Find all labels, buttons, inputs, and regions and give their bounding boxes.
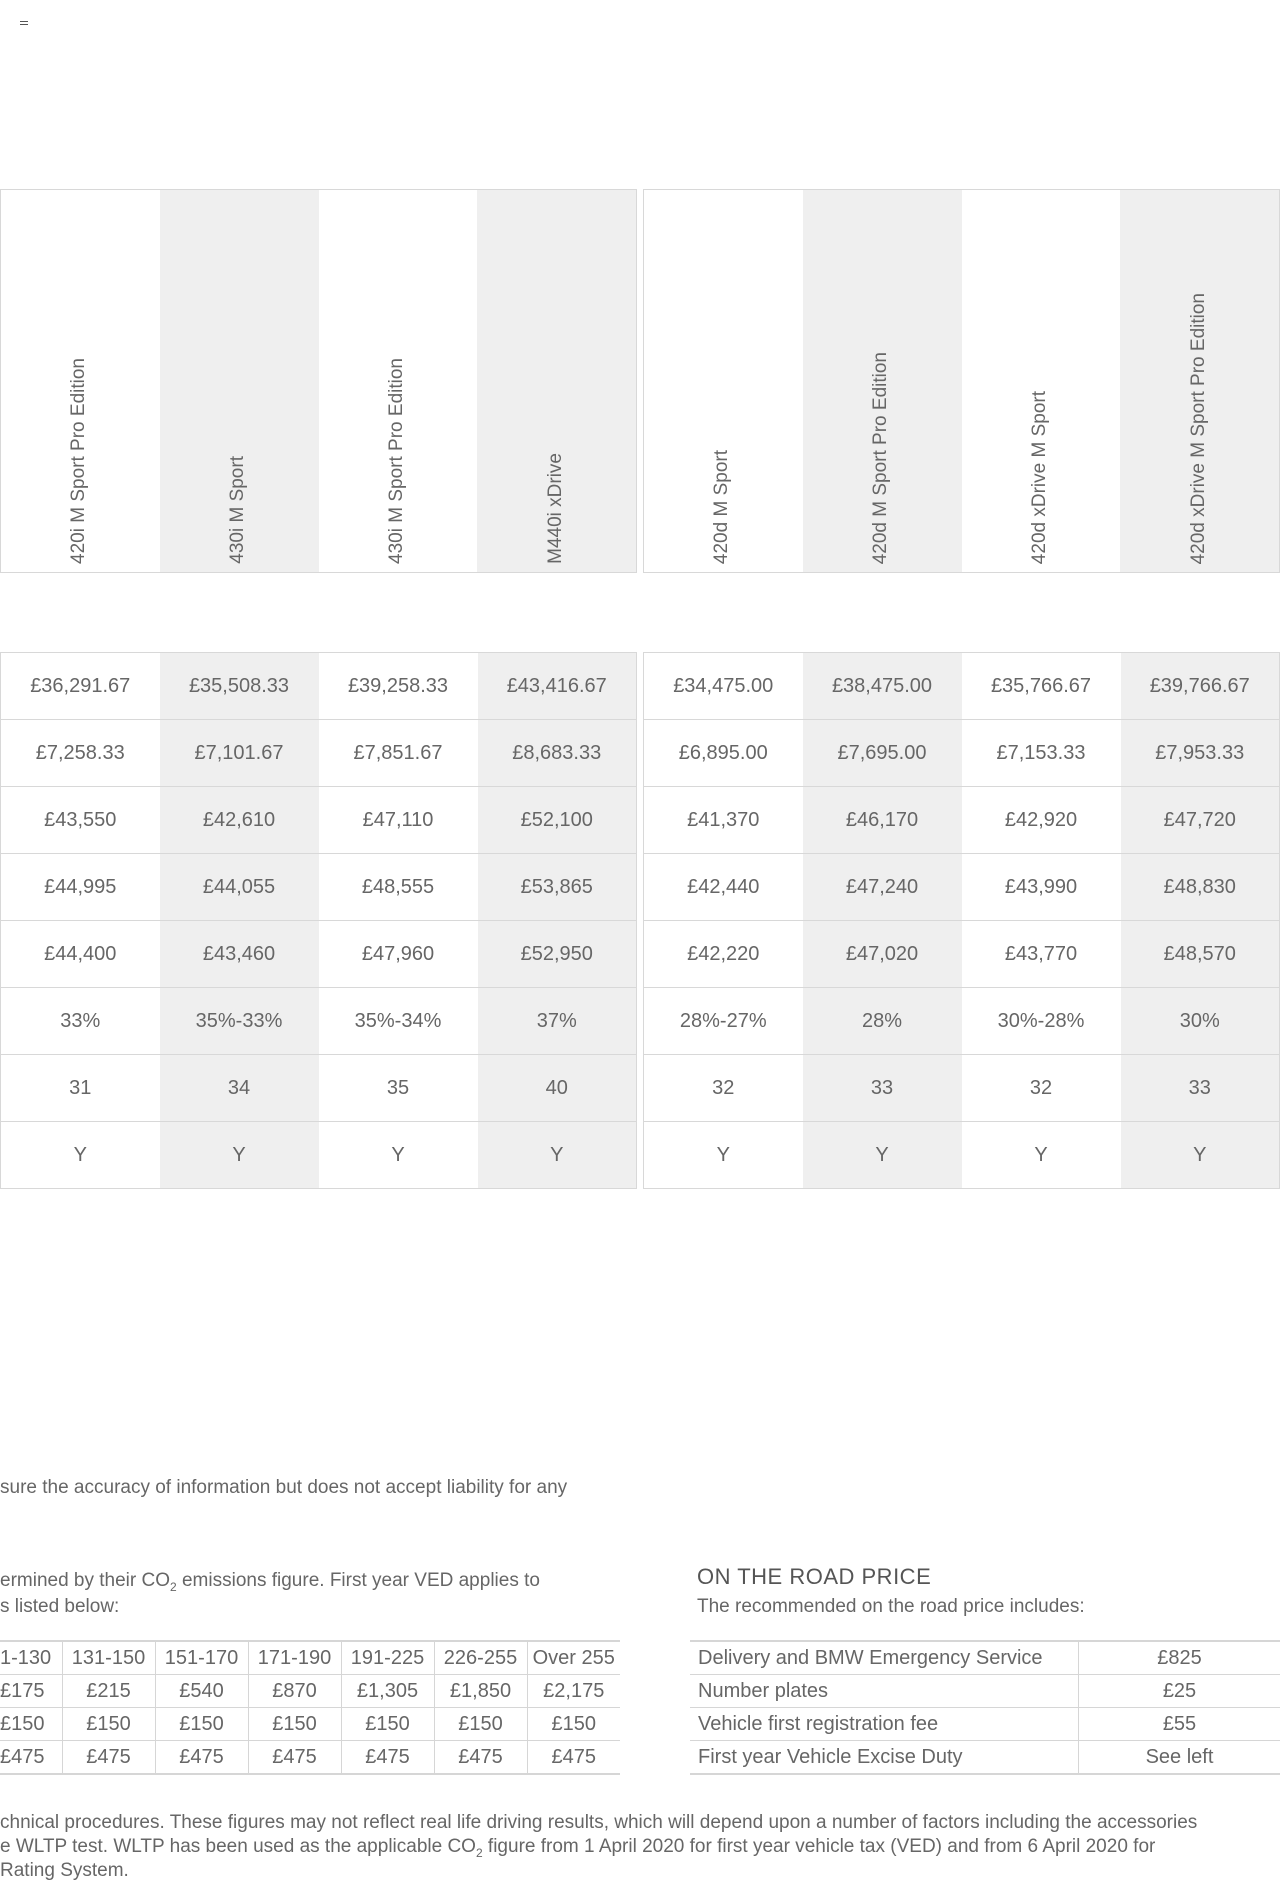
table-row	[644, 1122, 1280, 1189]
table-cell: £52,950	[478, 921, 637, 988]
table-cell: £175	[0, 1675, 62, 1708]
table-cell: £47,960	[319, 921, 478, 988]
table-cell: £42,220	[644, 921, 803, 988]
otr-value: See left	[1079, 1741, 1280, 1775]
table-row	[1, 1055, 637, 1122]
table-cell: Y	[73, 1143, 87, 1166]
model-header-cell	[1120, 190, 1279, 572]
table-cell: £41,370	[644, 787, 803, 854]
table-cell: Over 255	[527, 1641, 620, 1675]
table-cell: £7,153.33	[962, 720, 1121, 787]
footer-line-1: chnical procedures. These figures may not reflect real life driving results, which will depend upon a number of factors including the accessories	[0, 1812, 1198, 1833]
table-cell: 32	[644, 1055, 803, 1122]
disclaimer-text: sure the accuracy of information but does not accept liability for any	[0, 1477, 568, 1498]
table-cell: 1-130	[0, 1641, 62, 1675]
model-name: 420d xDrive M Sport Pro Edition	[1187, 292, 1209, 564]
table-cell: 32	[962, 1055, 1121, 1122]
table-cell: £48,555	[319, 854, 478, 921]
model-header-cell	[477, 190, 636, 572]
table-cell: £475	[527, 1741, 620, 1775]
otr-label: First year Vehicle Excise Duty	[690, 1741, 1079, 1775]
table-cell: £8,683.33	[478, 720, 637, 787]
table-row	[690, 1708, 1280, 1741]
table-row	[644, 653, 1280, 720]
table-cell: £150	[434, 1708, 527, 1741]
price-table-left	[0, 652, 637, 1189]
model-header-cell	[1, 190, 160, 572]
table-cell: £43,460	[160, 921, 319, 988]
table-cell: £475	[248, 1741, 341, 1775]
table-cell: £475	[341, 1741, 434, 1775]
table-cell: £475	[0, 1741, 62, 1775]
table-cell: £46,170	[803, 787, 962, 854]
table-cell: Y	[803, 1122, 962, 1189]
ved-intro-line-1	[0, 1570, 540, 1594]
table-cell: Y	[478, 1122, 637, 1189]
table-cell: £52,100	[478, 787, 637, 854]
table-cell: £1,850	[434, 1675, 527, 1708]
otr-label: Delivery and BMW Emergency Service	[690, 1641, 1079, 1675]
table-cell: £47,020	[803, 921, 962, 988]
ved-table	[0, 1640, 620, 1775]
table-row	[0, 1708, 620, 1741]
table-cell: Y	[716, 1143, 730, 1166]
table-cell: £43,550	[1, 787, 160, 854]
table-cell: £35,508.33	[160, 653, 319, 720]
table-row	[0, 1641, 620, 1675]
otr-value: £825	[1079, 1641, 1280, 1675]
table-cell: 226-255	[434, 1641, 527, 1675]
table-cell: £870	[248, 1675, 341, 1708]
table-cell: £7,953.33	[1121, 720, 1280, 787]
table-cell: 34	[160, 1055, 319, 1122]
table-row	[1, 1122, 637, 1189]
table-row	[1, 854, 637, 921]
table-cell: £1,305	[341, 1675, 434, 1708]
table-cell: 40	[478, 1055, 637, 1122]
table-cell: £475	[434, 1741, 527, 1775]
table-row	[644, 720, 1280, 787]
footer-line-3: Rating System.	[0, 1860, 129, 1881]
table-cell: 37%	[478, 988, 637, 1055]
table-cell: £6,895.00	[644, 720, 803, 787]
table-cell: £150	[62, 1708, 155, 1741]
table-cell: 33	[1121, 1055, 1280, 1122]
table-cell: Y	[1034, 1143, 1048, 1166]
table-row	[1, 921, 637, 988]
table-row	[690, 1741, 1280, 1775]
menu-icon[interactable]	[20, 21, 28, 27]
model-name: 430i M Sport	[227, 456, 249, 564]
table-cell: £7,851.67	[319, 720, 478, 787]
table-cell: £44,995	[1, 854, 160, 921]
otr-value: £25	[1079, 1675, 1280, 1708]
table-row	[0, 1741, 620, 1775]
model-header-right	[643, 189, 1280, 573]
table-cell: Y	[1121, 1122, 1280, 1189]
table-cell: 35%-33%	[160, 988, 319, 1055]
table-cell: 151-170	[155, 1641, 248, 1675]
table-cell: £42,610	[160, 787, 319, 854]
table-cell: £35,766.67	[962, 653, 1121, 720]
otr-label: Vehicle first registration fee	[690, 1708, 1079, 1741]
table-cell: 35%-34%	[319, 988, 478, 1055]
table-cell: £47,240	[803, 854, 962, 921]
table-cell: £48,830	[1121, 854, 1280, 921]
footer-line-2	[0, 1836, 1155, 1860]
otr-label: Number plates	[690, 1675, 1079, 1708]
co2-subscript: 2	[475, 1845, 483, 1860]
otr-value: £55	[1079, 1708, 1280, 1741]
table-cell: 33	[803, 1055, 962, 1122]
table-cell: 30%-28%	[962, 988, 1121, 1055]
model-name: 420d M Sport	[711, 449, 733, 564]
table-cell: £36,291.67	[1, 653, 160, 720]
table-cell: £43,770	[962, 921, 1121, 988]
table-cell: £150	[0, 1708, 62, 1741]
table-cell: £39,258.33	[319, 653, 478, 720]
table-cell: £34,475.00	[644, 653, 803, 720]
table-cell: £43,416.67	[478, 653, 637, 720]
table-cell: £475	[62, 1741, 155, 1775]
table-cell: 131-150	[62, 1641, 155, 1675]
otr-table	[690, 1640, 1280, 1775]
footer-text: figure from 1 April 2020 for first year vehicle tax (VED) and from 6 April 2020 for	[482, 1836, 1156, 1857]
table-row	[0, 1675, 620, 1708]
table-cell: 28%-27%	[644, 988, 803, 1055]
table-cell: £540	[155, 1675, 248, 1708]
table-cell: £150	[527, 1708, 620, 1741]
otr-subtitle: The recommended on the road price includes:	[697, 1596, 1085, 1617]
table-cell: 31	[1, 1055, 160, 1122]
table-cell: 191-225	[341, 1641, 434, 1675]
model-name: 430i M Sport Pro Edition	[385, 358, 407, 564]
ved-intro-line-2: s listed below:	[0, 1596, 120, 1617]
table-row	[690, 1675, 1280, 1708]
table-cell: £150	[155, 1708, 248, 1741]
table-cell: £215	[62, 1675, 155, 1708]
table-row	[644, 988, 1280, 1055]
table-cell: £7,258.33	[1, 720, 160, 787]
table-cell: £150	[341, 1708, 434, 1741]
table-row	[644, 854, 1280, 921]
model-name: 420d xDrive M Sport	[1028, 390, 1050, 564]
footer-text: e WLTP test. WLTP has been used as the applicable CO	[0, 1836, 476, 1857]
table-cell: £475	[155, 1741, 248, 1775]
table-cell: Y	[160, 1122, 319, 1189]
table-row	[690, 1641, 1280, 1675]
table-cell: Y	[391, 1143, 405, 1166]
table-cell: 171-190	[248, 1641, 341, 1675]
table-cell: £42,920	[962, 787, 1121, 854]
table-cell: 28%	[803, 988, 962, 1055]
table-cell: 33%	[1, 988, 160, 1055]
table-cell: £42,440	[644, 854, 803, 921]
price-table-right	[643, 652, 1280, 1189]
model-name: 420i M Sport Pro Edition	[68, 358, 90, 564]
model-header-cell	[160, 190, 319, 572]
ved-intro-text: emissions figure. First year VED applies to	[176, 1570, 540, 1591]
table-cell: £2,175	[527, 1675, 620, 1708]
model-header-cell	[803, 190, 962, 572]
table-cell: £53,865	[478, 854, 637, 921]
table-row	[1, 988, 637, 1055]
model-name: M440i xDrive	[544, 453, 566, 564]
table-row	[644, 921, 1280, 988]
table-cell: £7,695.00	[803, 720, 962, 787]
table-cell: £38,475.00	[803, 653, 962, 720]
table-cell: £150	[248, 1708, 341, 1741]
table-row	[1, 720, 637, 787]
table-cell: £44,400	[1, 921, 160, 988]
table-cell: £7,101.67	[160, 720, 319, 787]
model-header-cell	[319, 190, 478, 572]
table-row	[644, 787, 1280, 854]
model-header-cell	[962, 190, 1121, 572]
table-cell: £47,720	[1121, 787, 1280, 854]
table-cell: £47,110	[319, 787, 478, 854]
model-name: 420d M Sport Pro Edition	[870, 351, 892, 564]
table-cell: 30%	[1121, 988, 1280, 1055]
model-header-left	[0, 189, 637, 573]
otr-title: ON THE ROAD PRICE	[697, 1564, 932, 1589]
ved-intro-text: ermined by their CO	[0, 1570, 171, 1591]
table-cell: £48,570	[1121, 921, 1280, 988]
table-row	[1, 653, 637, 720]
co2-subscript: 2	[170, 1579, 177, 1594]
table-row	[644, 1055, 1280, 1122]
table-row	[1, 787, 637, 854]
table-cell: 35	[319, 1055, 478, 1122]
table-cell: £44,055	[160, 854, 319, 921]
table-cell: £39,766.67	[1121, 653, 1280, 720]
model-header-cell	[644, 190, 803, 572]
table-cell: £43,990	[962, 854, 1121, 921]
